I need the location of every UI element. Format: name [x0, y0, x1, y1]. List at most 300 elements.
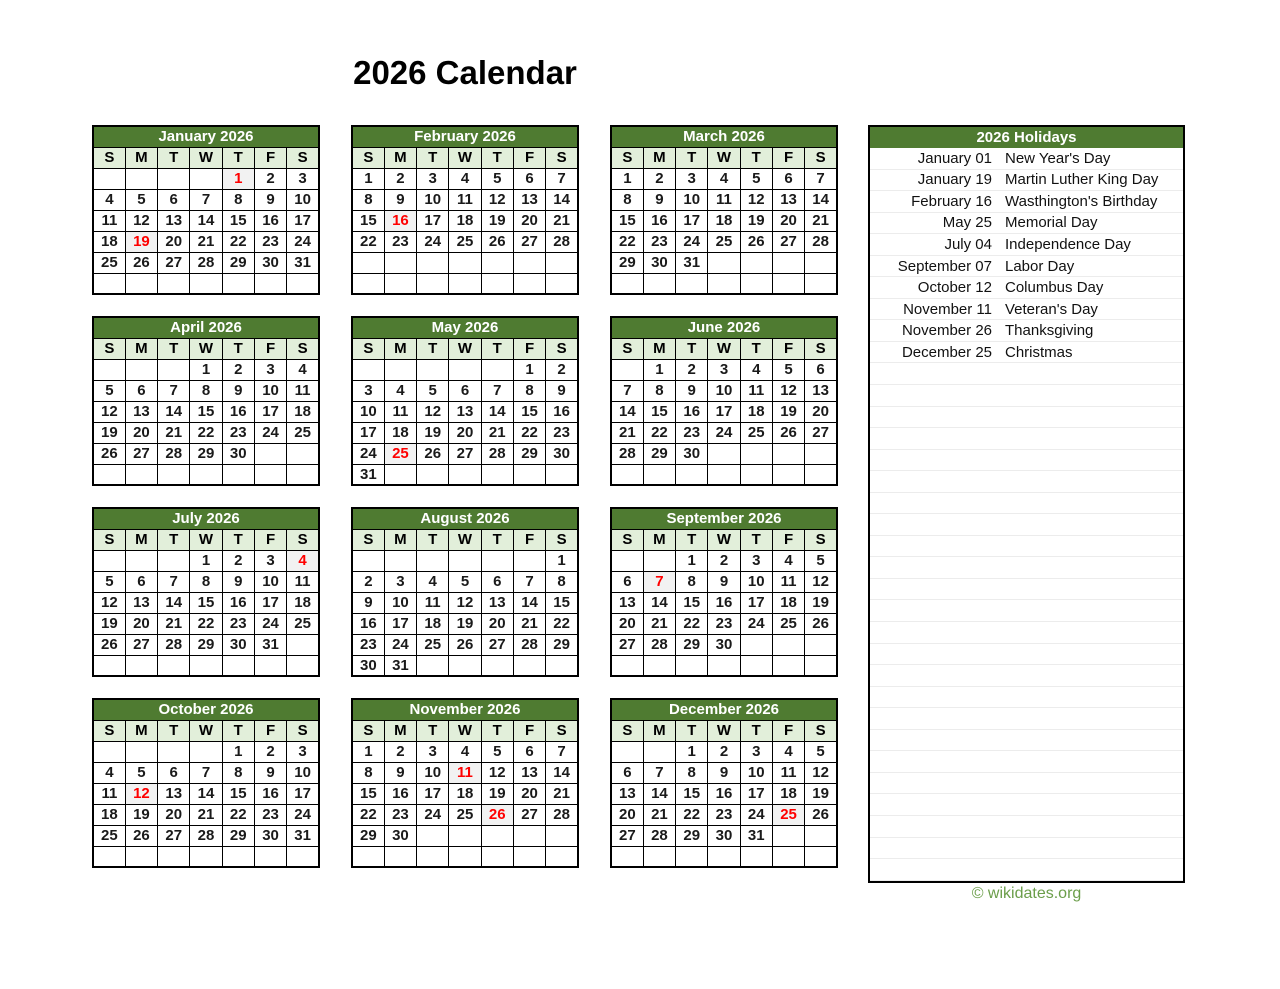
weekday-header-cell: S	[546, 338, 578, 359]
week-row	[352, 825, 578, 846]
month-title: May 2026	[352, 317, 578, 338]
empty-cell	[352, 550, 384, 571]
empty-cell	[190, 655, 222, 676]
date-cell: 30	[643, 252, 675, 273]
weekday-header-cell: S	[352, 720, 384, 741]
date-cell: 28	[805, 231, 837, 252]
holiday-name: Christmas	[1005, 343, 1073, 361]
date-cell: 25	[708, 231, 740, 252]
date-cell: 10	[708, 380, 740, 401]
date-cell: 7	[190, 762, 222, 783]
week-row	[93, 550, 319, 571]
week-row	[611, 231, 837, 252]
date-cell: 17	[352, 422, 384, 443]
date-cell: 8	[352, 762, 384, 783]
holiday-empty-row	[870, 514, 1183, 536]
empty-cell	[708, 655, 740, 676]
weekday-header-cell: M	[384, 338, 416, 359]
date-cell: 7	[513, 571, 545, 592]
week-row	[611, 210, 837, 231]
date-cell: 17	[740, 592, 772, 613]
empty-cell	[611, 846, 643, 867]
week-row	[93, 168, 319, 189]
date-cell: 19	[481, 210, 513, 231]
date-cell: 26	[481, 231, 513, 252]
month-title-row	[352, 508, 578, 529]
week-row	[93, 655, 319, 676]
holiday-empty-row	[870, 665, 1183, 687]
empty-cell	[513, 464, 545, 485]
weekday-header-cell: S	[546, 529, 578, 550]
empty-cell	[513, 252, 545, 273]
holiday-date: May 25	[942, 214, 992, 232]
date-cell: 24	[384, 634, 416, 655]
week-row	[611, 655, 837, 676]
date-cell: 11	[287, 571, 319, 592]
empty-cell	[481, 359, 513, 380]
empty-cell	[384, 464, 416, 485]
empty-cell	[740, 273, 772, 294]
date-cell: 11	[772, 571, 804, 592]
month-title-row	[611, 508, 837, 529]
date-cell: 13	[158, 783, 190, 804]
date-cell: 17	[254, 592, 286, 613]
holiday-row	[870, 320, 1183, 342]
date-cell: 13	[772, 189, 804, 210]
holiday-date-cell: 7	[643, 571, 675, 592]
date-cell: 3	[384, 571, 416, 592]
week-row	[93, 825, 319, 846]
date-cell: 4	[772, 550, 804, 571]
date-cell: 11	[93, 783, 125, 804]
date-cell: 8	[676, 571, 708, 592]
empty-cell	[190, 168, 222, 189]
weekday-header-cell: F	[513, 529, 545, 550]
holiday-empty-row	[870, 708, 1183, 730]
empty-cell	[740, 846, 772, 867]
date-cell: 13	[125, 401, 157, 422]
date-cell: 14	[481, 401, 513, 422]
date-cell: 23	[254, 804, 286, 825]
weekday-header-row	[611, 147, 837, 168]
weekday-header-cell: T	[158, 720, 190, 741]
date-cell: 24	[417, 804, 449, 825]
date-cell: 10	[740, 571, 772, 592]
weekday-header-row	[352, 338, 578, 359]
date-cell: 13	[158, 210, 190, 231]
empty-cell	[352, 359, 384, 380]
empty-cell	[611, 273, 643, 294]
holiday-empty-row	[870, 407, 1183, 429]
date-cell: 6	[772, 168, 804, 189]
date-cell: 2	[352, 571, 384, 592]
date-cell: 10	[287, 189, 319, 210]
weekday-header-cell: S	[287, 529, 319, 550]
date-cell: 6	[481, 571, 513, 592]
weekday-header-row	[611, 720, 837, 741]
holiday-date-cell: 12	[125, 783, 157, 804]
month-title-row	[93, 126, 319, 147]
empty-cell	[287, 443, 319, 464]
holiday-empty-row	[870, 385, 1183, 407]
holiday-name: Labor Day	[1005, 257, 1075, 275]
date-cell: 5	[93, 571, 125, 592]
weekday-header-cell: M	[643, 338, 675, 359]
date-cell: 2	[546, 359, 578, 380]
date-cell: 4	[93, 762, 125, 783]
date-cell: 18	[449, 210, 481, 231]
holiday-empty-row	[870, 557, 1183, 579]
date-cell: 20	[125, 613, 157, 634]
week-row	[352, 846, 578, 867]
week-row	[93, 634, 319, 655]
empty-cell	[417, 359, 449, 380]
date-cell: 10	[417, 762, 449, 783]
holidays-rows	[870, 148, 1183, 881]
date-cell: 2	[222, 359, 254, 380]
week-row	[611, 422, 837, 443]
date-cell: 3	[254, 359, 286, 380]
date-cell: 9	[546, 380, 578, 401]
date-cell: 9	[254, 189, 286, 210]
holiday-date-cell: 25	[384, 443, 416, 464]
date-cell: 24	[708, 422, 740, 443]
date-cell: 11	[384, 401, 416, 422]
date-cell: 7	[481, 380, 513, 401]
date-cell: 10	[384, 592, 416, 613]
date-cell: 24	[254, 613, 286, 634]
holiday-name: New Year's Day	[1005, 149, 1111, 167]
date-cell: 23	[676, 422, 708, 443]
date-cell: 28	[643, 825, 675, 846]
date-cell: 23	[384, 804, 416, 825]
empty-cell	[676, 273, 708, 294]
date-cell: 27	[611, 825, 643, 846]
empty-cell	[125, 359, 157, 380]
date-cell: 21	[546, 783, 578, 804]
holiday-empty-row	[870, 600, 1183, 622]
date-cell: 26	[805, 804, 837, 825]
empty-cell	[125, 273, 157, 294]
date-cell: 2	[254, 168, 286, 189]
date-cell: 22	[676, 613, 708, 634]
week-row	[352, 168, 578, 189]
month-title-row	[352, 317, 578, 338]
holiday-row	[870, 170, 1183, 192]
date-cell: 8	[546, 571, 578, 592]
date-cell: 13	[611, 783, 643, 804]
empty-cell	[481, 846, 513, 867]
date-cell: 23	[708, 804, 740, 825]
month-title-row	[611, 699, 837, 720]
date-cell: 21	[643, 804, 675, 825]
empty-cell	[158, 846, 190, 867]
date-cell: 27	[611, 634, 643, 655]
empty-cell	[772, 252, 804, 273]
date-cell: 19	[805, 592, 837, 613]
date-cell: 14	[190, 783, 222, 804]
date-cell: 23	[384, 231, 416, 252]
month-table-august	[351, 507, 579, 677]
date-cell: 4	[740, 359, 772, 380]
empty-cell	[254, 846, 286, 867]
date-cell: 22	[190, 422, 222, 443]
date-cell: 17	[417, 783, 449, 804]
date-cell: 11	[708, 189, 740, 210]
week-row	[352, 210, 578, 231]
date-cell: 27	[125, 634, 157, 655]
empty-cell	[158, 273, 190, 294]
date-cell: 20	[611, 804, 643, 825]
date-cell: 9	[222, 380, 254, 401]
date-cell: 12	[481, 762, 513, 783]
week-row	[352, 741, 578, 762]
date-cell: 17	[676, 210, 708, 231]
date-cell: 15	[190, 592, 222, 613]
date-cell: 18	[449, 783, 481, 804]
empty-cell	[676, 464, 708, 485]
date-cell: 16	[643, 210, 675, 231]
weekday-header-cell: F	[513, 147, 545, 168]
empty-cell	[417, 252, 449, 273]
weekday-header-cell: S	[287, 720, 319, 741]
date-cell: 22	[643, 422, 675, 443]
holiday-row	[870, 256, 1183, 278]
date-cell: 27	[772, 231, 804, 252]
month-table-may	[351, 316, 579, 486]
empty-cell	[125, 741, 157, 762]
weekday-header-cell: S	[805, 720, 837, 741]
date-cell: 24	[417, 231, 449, 252]
weekday-header-cell: T	[417, 720, 449, 741]
empty-cell	[417, 846, 449, 867]
empty-cell	[190, 464, 222, 485]
date-cell: 5	[125, 762, 157, 783]
month-table-october	[92, 698, 320, 868]
month-table-april	[92, 316, 320, 486]
date-cell: 29	[546, 634, 578, 655]
empty-cell	[772, 273, 804, 294]
week-row	[352, 655, 578, 676]
weekday-header-cell: F	[513, 338, 545, 359]
date-cell: 16	[222, 592, 254, 613]
empty-cell	[805, 464, 837, 485]
month-table-january	[92, 125, 320, 295]
weekday-header-cell: F	[254, 720, 286, 741]
date-cell: 25	[287, 613, 319, 634]
date-cell: 26	[772, 422, 804, 443]
month-title-row	[352, 699, 578, 720]
date-cell: 14	[190, 210, 222, 231]
date-cell: 29	[222, 825, 254, 846]
empty-cell	[287, 464, 319, 485]
weekday-header-cell: M	[643, 147, 675, 168]
date-cell: 19	[772, 401, 804, 422]
date-cell: 10	[740, 762, 772, 783]
date-cell: 19	[740, 210, 772, 231]
week-row	[352, 189, 578, 210]
week-row	[93, 571, 319, 592]
weekday-header-cell: W	[190, 720, 222, 741]
empty-cell	[546, 655, 578, 676]
weekday-header-cell: M	[384, 147, 416, 168]
date-cell: 10	[287, 762, 319, 783]
date-cell: 25	[417, 634, 449, 655]
date-cell: 21	[190, 231, 222, 252]
holiday-row	[870, 213, 1183, 235]
empty-cell	[481, 273, 513, 294]
date-cell: 23	[643, 231, 675, 252]
date-cell: 23	[546, 422, 578, 443]
date-cell: 31	[254, 634, 286, 655]
empty-cell	[805, 655, 837, 676]
date-cell: 28	[611, 443, 643, 464]
date-cell: 27	[125, 443, 157, 464]
date-cell: 22	[513, 422, 545, 443]
empty-cell	[222, 655, 254, 676]
weekday-header-cell: S	[805, 529, 837, 550]
date-cell: 9	[676, 380, 708, 401]
date-cell: 29	[190, 443, 222, 464]
date-cell: 26	[93, 634, 125, 655]
empty-cell	[481, 464, 513, 485]
date-cell: 9	[643, 189, 675, 210]
empty-cell	[513, 655, 545, 676]
weekday-header-cell: T	[740, 720, 772, 741]
date-cell: 29	[611, 252, 643, 273]
holiday-empty-row	[870, 644, 1183, 666]
date-cell: 19	[481, 783, 513, 804]
weekday-header-cell: T	[417, 147, 449, 168]
empty-cell	[611, 464, 643, 485]
date-cell: 11	[287, 380, 319, 401]
date-cell: 6	[611, 571, 643, 592]
week-row	[611, 273, 837, 294]
weekday-header-cell: F	[254, 338, 286, 359]
month-table-february	[351, 125, 579, 295]
date-cell: 4	[93, 189, 125, 210]
empty-cell	[643, 846, 675, 867]
months-grid	[92, 125, 838, 868]
empty-cell	[740, 443, 772, 464]
weekday-header-cell: W	[708, 529, 740, 550]
date-cell: 15	[352, 783, 384, 804]
holiday-empty-row	[870, 450, 1183, 472]
date-cell: 29	[676, 825, 708, 846]
empty-cell	[772, 443, 804, 464]
empty-cell	[708, 273, 740, 294]
week-row	[352, 550, 578, 571]
date-cell: 26	[417, 443, 449, 464]
date-cell: 6	[513, 168, 545, 189]
weekday-header-row	[93, 720, 319, 741]
date-cell: 28	[158, 634, 190, 655]
holiday-empty-row	[870, 687, 1183, 709]
week-row	[611, 550, 837, 571]
empty-cell	[254, 273, 286, 294]
date-cell: 10	[254, 380, 286, 401]
holiday-name: Memorial Day	[1005, 214, 1098, 232]
date-cell: 20	[158, 231, 190, 252]
weekday-header-cell: T	[481, 529, 513, 550]
date-cell: 28	[190, 252, 222, 273]
week-row	[93, 380, 319, 401]
date-cell: 12	[481, 189, 513, 210]
date-cell: 28	[546, 804, 578, 825]
weekday-header-cell: F	[772, 147, 804, 168]
empty-cell	[805, 846, 837, 867]
weekday-header-cell: M	[125, 529, 157, 550]
date-cell: 16	[222, 401, 254, 422]
date-cell: 22	[546, 613, 578, 634]
date-cell: 29	[222, 252, 254, 273]
date-cell: 21	[190, 804, 222, 825]
date-cell: 18	[708, 210, 740, 231]
wikidates-link[interactable]: © wikidates.org	[971, 885, 1082, 902]
weekday-header-cell: F	[254, 529, 286, 550]
empty-cell	[481, 825, 513, 846]
holiday-date: November 11	[903, 300, 992, 318]
holiday-empty-row	[870, 471, 1183, 493]
date-cell: 1	[513, 359, 545, 380]
weekday-header-cell: S	[93, 147, 125, 168]
empty-cell	[222, 846, 254, 867]
weekday-header-cell: T	[481, 147, 513, 168]
weekday-header-cell: W	[708, 720, 740, 741]
date-cell: 9	[254, 762, 286, 783]
date-cell: 2	[384, 741, 416, 762]
date-cell: 4	[449, 741, 481, 762]
date-cell: 18	[93, 804, 125, 825]
week-row	[611, 464, 837, 485]
holiday-empty-row	[870, 751, 1183, 773]
empty-cell	[254, 464, 286, 485]
date-cell: 13	[125, 592, 157, 613]
date-cell: 19	[93, 422, 125, 443]
date-cell: 26	[740, 231, 772, 252]
date-cell: 7	[546, 168, 578, 189]
date-cell: 18	[740, 401, 772, 422]
weekday-header-cell: F	[254, 147, 286, 168]
weekday-header-cell: T	[676, 147, 708, 168]
empty-cell	[93, 550, 125, 571]
empty-cell	[513, 846, 545, 867]
date-cell: 30	[546, 443, 578, 464]
month-title: October 2026	[93, 699, 319, 720]
week-row	[93, 443, 319, 464]
empty-cell	[158, 168, 190, 189]
empty-cell	[805, 273, 837, 294]
week-row	[352, 804, 578, 825]
date-cell: 1	[190, 550, 222, 571]
weekday-header-row	[93, 338, 319, 359]
empty-cell	[287, 846, 319, 867]
month-title-row	[93, 699, 319, 720]
footer-credit	[868, 885, 1185, 903]
date-cell: 12	[417, 401, 449, 422]
empty-cell	[384, 252, 416, 273]
empty-cell	[546, 825, 578, 846]
holiday-empty-row	[870, 730, 1183, 752]
date-cell: 20	[481, 613, 513, 634]
date-cell: 3	[708, 359, 740, 380]
empty-cell	[708, 443, 740, 464]
date-cell: 27	[805, 422, 837, 443]
date-cell: 24	[287, 804, 319, 825]
date-cell: 22	[611, 231, 643, 252]
date-cell: 29	[513, 443, 545, 464]
empty-cell	[158, 741, 190, 762]
